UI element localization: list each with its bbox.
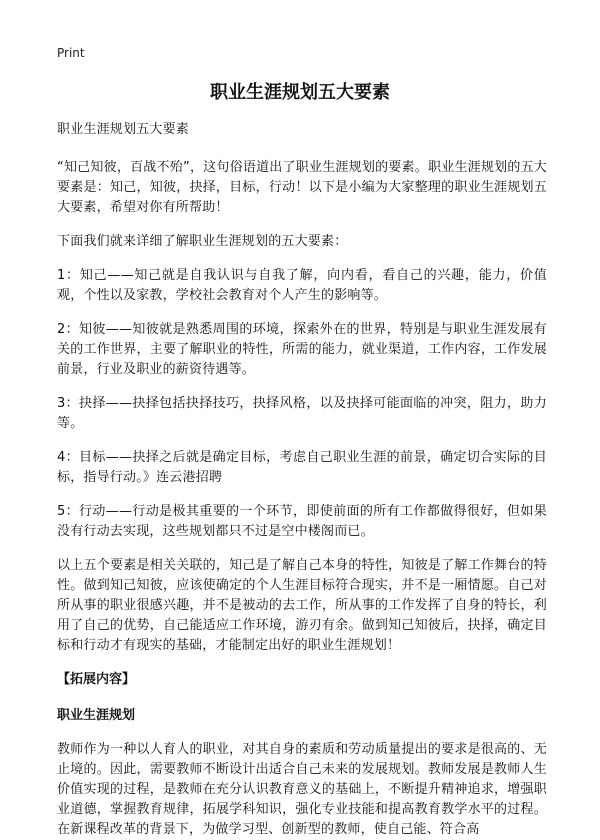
article-subtitle: 职业生涯规划五大要素: [57, 122, 190, 137]
page-title: 职业生涯规划五大要素: [210, 82, 390, 103]
extended-content-heading: 【拓展内容】: [57, 672, 136, 687]
print-link[interactable]: Print: [57, 46, 85, 60]
element-item-5: 5：行动——行动是极其重要的一个环节，即使前面的所有工作都做得很好，但如果没有行动去实现，这些规划都只不过是空中楼阁而已。: [57, 504, 547, 539]
element-item-1: 1：知己——知己就是自我认识与自我了解，向内看，看自己的兴趣，能力，价值观，个性以及家教，学校社会教育对个人产生的影响等。: [57, 268, 547, 303]
extended-body-paragraph: 教师作为一种以人育人的职业，对其自身的素质和劳动质量提出的要求是很高的、无止境的。因此，需要教师不断设计出适合自己未来的发展规划。教师发展是教师人生价值实现的过程，是教师在充分认识教育意义的基础上，不断提升精神追求，增强职业道德，掌握教育规律，拓展学科知识，强化专业技能和提高教育教学水平的过程。在新课程改革的背景下，为做学习型、创新型的教师，使自己能、符合高: [57, 742, 547, 837]
intro-paragraph: “知己知彼，百战不殆”，这句俗语道出了职业生涯规划的要素。职业生涯规划的五大要素是：知己，知彼，抉择，目标，行动！以下是小编为大家整理的职业生涯规划五大要素，希望对你有所帮助！: [57, 160, 547, 215]
element-item-4-text: 4：目标——抉择之后就是确定目标，考虑自己职业生涯的前景，确定切合实际的目标，指导行动。: [57, 450, 547, 485]
element-item-4: [57, 448, 547, 488]
lead-paragraph: 下面我们就来详细了解职业生涯规划的五大要素：: [57, 234, 348, 249]
element-item-3: 3：抉择——抉择包括抉择技巧，抉择风格，以及抉择可能面临的冲突，阻力，助力等。: [57, 396, 547, 431]
article-body: [57, 120, 547, 840]
element-item-2: 2：知彼——知彼就是熟悉周围的环境，探索外在的世界，特别是与职业生涯发展有关的工作世界，主要了解职业的特性，所需的能力，就业渠道，工作内容，工作发展前景，行业及职业的薪资待遇等。: [57, 322, 547, 377]
extended-subheading: 职业生涯规划: [57, 708, 136, 723]
recruitment-link[interactable]: 》连云港招聘: [142, 470, 223, 485]
summary-paragraph: 以上五个要素是相关关联的，知己是了解自己本身的特性，知彼是了解工作舞台的特性。做到知己知彼，应该使确定的个人生涯目标符合现实，并不是一厢情愿。自己对所从事的职业很感兴趣，并不是被动的去工作，所从事的工作发挥了自身的特长，利用了自己的优势，自己能适应工作环境，游刃有余。做到知己知彼后，抉择，确定目标和行动才有现实的基础，才能制定出好的职业生涯规划！: [57, 558, 547, 653]
